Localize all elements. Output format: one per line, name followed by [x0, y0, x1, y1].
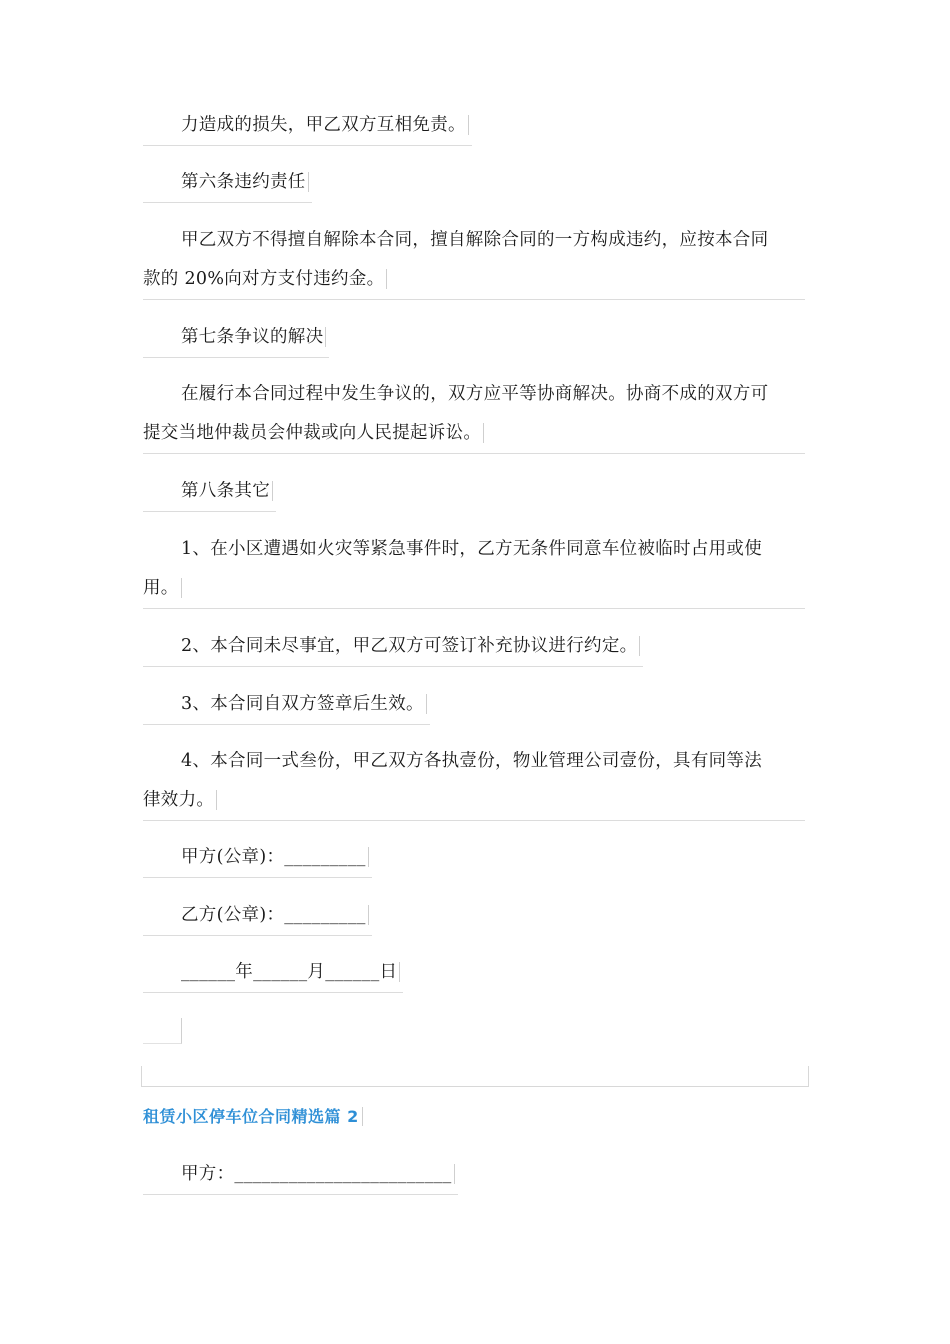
clause-6-title: [143, 163, 312, 203]
section-heading-text: 租赁小区停车位合同精选篇 2: [143, 1107, 363, 1126]
party-b-seal-line: [143, 896, 372, 936]
clause-8-title: [143, 472, 276, 512]
paragraph-line: 力造成的损失，甲乙双方互相免责。: [181, 115, 469, 135]
paragraph-line: 1、在小区遭遇如火灾等紧急事件时，乙方无条件同意车位被临时占用或使: [181, 539, 763, 559]
paragraph-line: 提交当地仲裁员会仲裁或向人民提起诉讼。: [143, 423, 484, 443]
paragraph-line: 律效力。: [143, 790, 217, 810]
paragraph-line: 2、本合同未尽事宜，甲乙双方可签订补充协议进行约定。: [181, 636, 640, 656]
empty-paragraph: [143, 1018, 182, 1044]
section-heading: [143, 1099, 363, 1135]
paragraph-line: 甲方：________________________: [181, 1164, 455, 1184]
clause-8-item-1: [143, 530, 805, 609]
clause-7-body: [143, 375, 805, 454]
paragraph-line: 甲方(公章)：_________: [181, 847, 369, 867]
section-divider: [141, 1066, 809, 1087]
clause-8-item-4: [143, 742, 805, 821]
party-a-line: [143, 1155, 458, 1195]
paragraph-line: 甲乙双方不得擅自解除本合同，擅自解除合同的一方构成违约，应按本合同: [181, 230, 769, 250]
paragraph-line: 3、本合同自双方签章后生效。: [181, 694, 427, 714]
paragraph-line: 用。: [143, 578, 182, 598]
paragraph-line: 第六条违约责任: [181, 172, 309, 192]
paragraph-line: 第七条争议的解决: [181, 327, 326, 347]
paragraph-line: 第八条其它: [181, 481, 273, 501]
party-a-seal-line: [143, 838, 372, 878]
clause-7-title: [143, 318, 329, 358]
paragraph-line: 款的 20%向对方支付违约金。: [143, 269, 387, 289]
paragraph-line: 4、本合同一式叁份，甲乙双方各执壹份，物业管理公司壹份，具有同等法: [181, 751, 763, 771]
paragraph-line: 乙方(公章)：_________: [181, 905, 369, 925]
paragraph-line: 在履行本合同过程中发生争议的，双方应平等协商解决。协商不成的双方可: [181, 384, 769, 404]
clause-8-item-2: [143, 627, 643, 667]
paragraph-line: ______年______月______日: [181, 962, 400, 982]
clause-8-item-3: [143, 685, 430, 725]
clause-6-body: [143, 221, 805, 300]
date-line: [143, 953, 403, 993]
paragraph-1: [143, 106, 472, 146]
